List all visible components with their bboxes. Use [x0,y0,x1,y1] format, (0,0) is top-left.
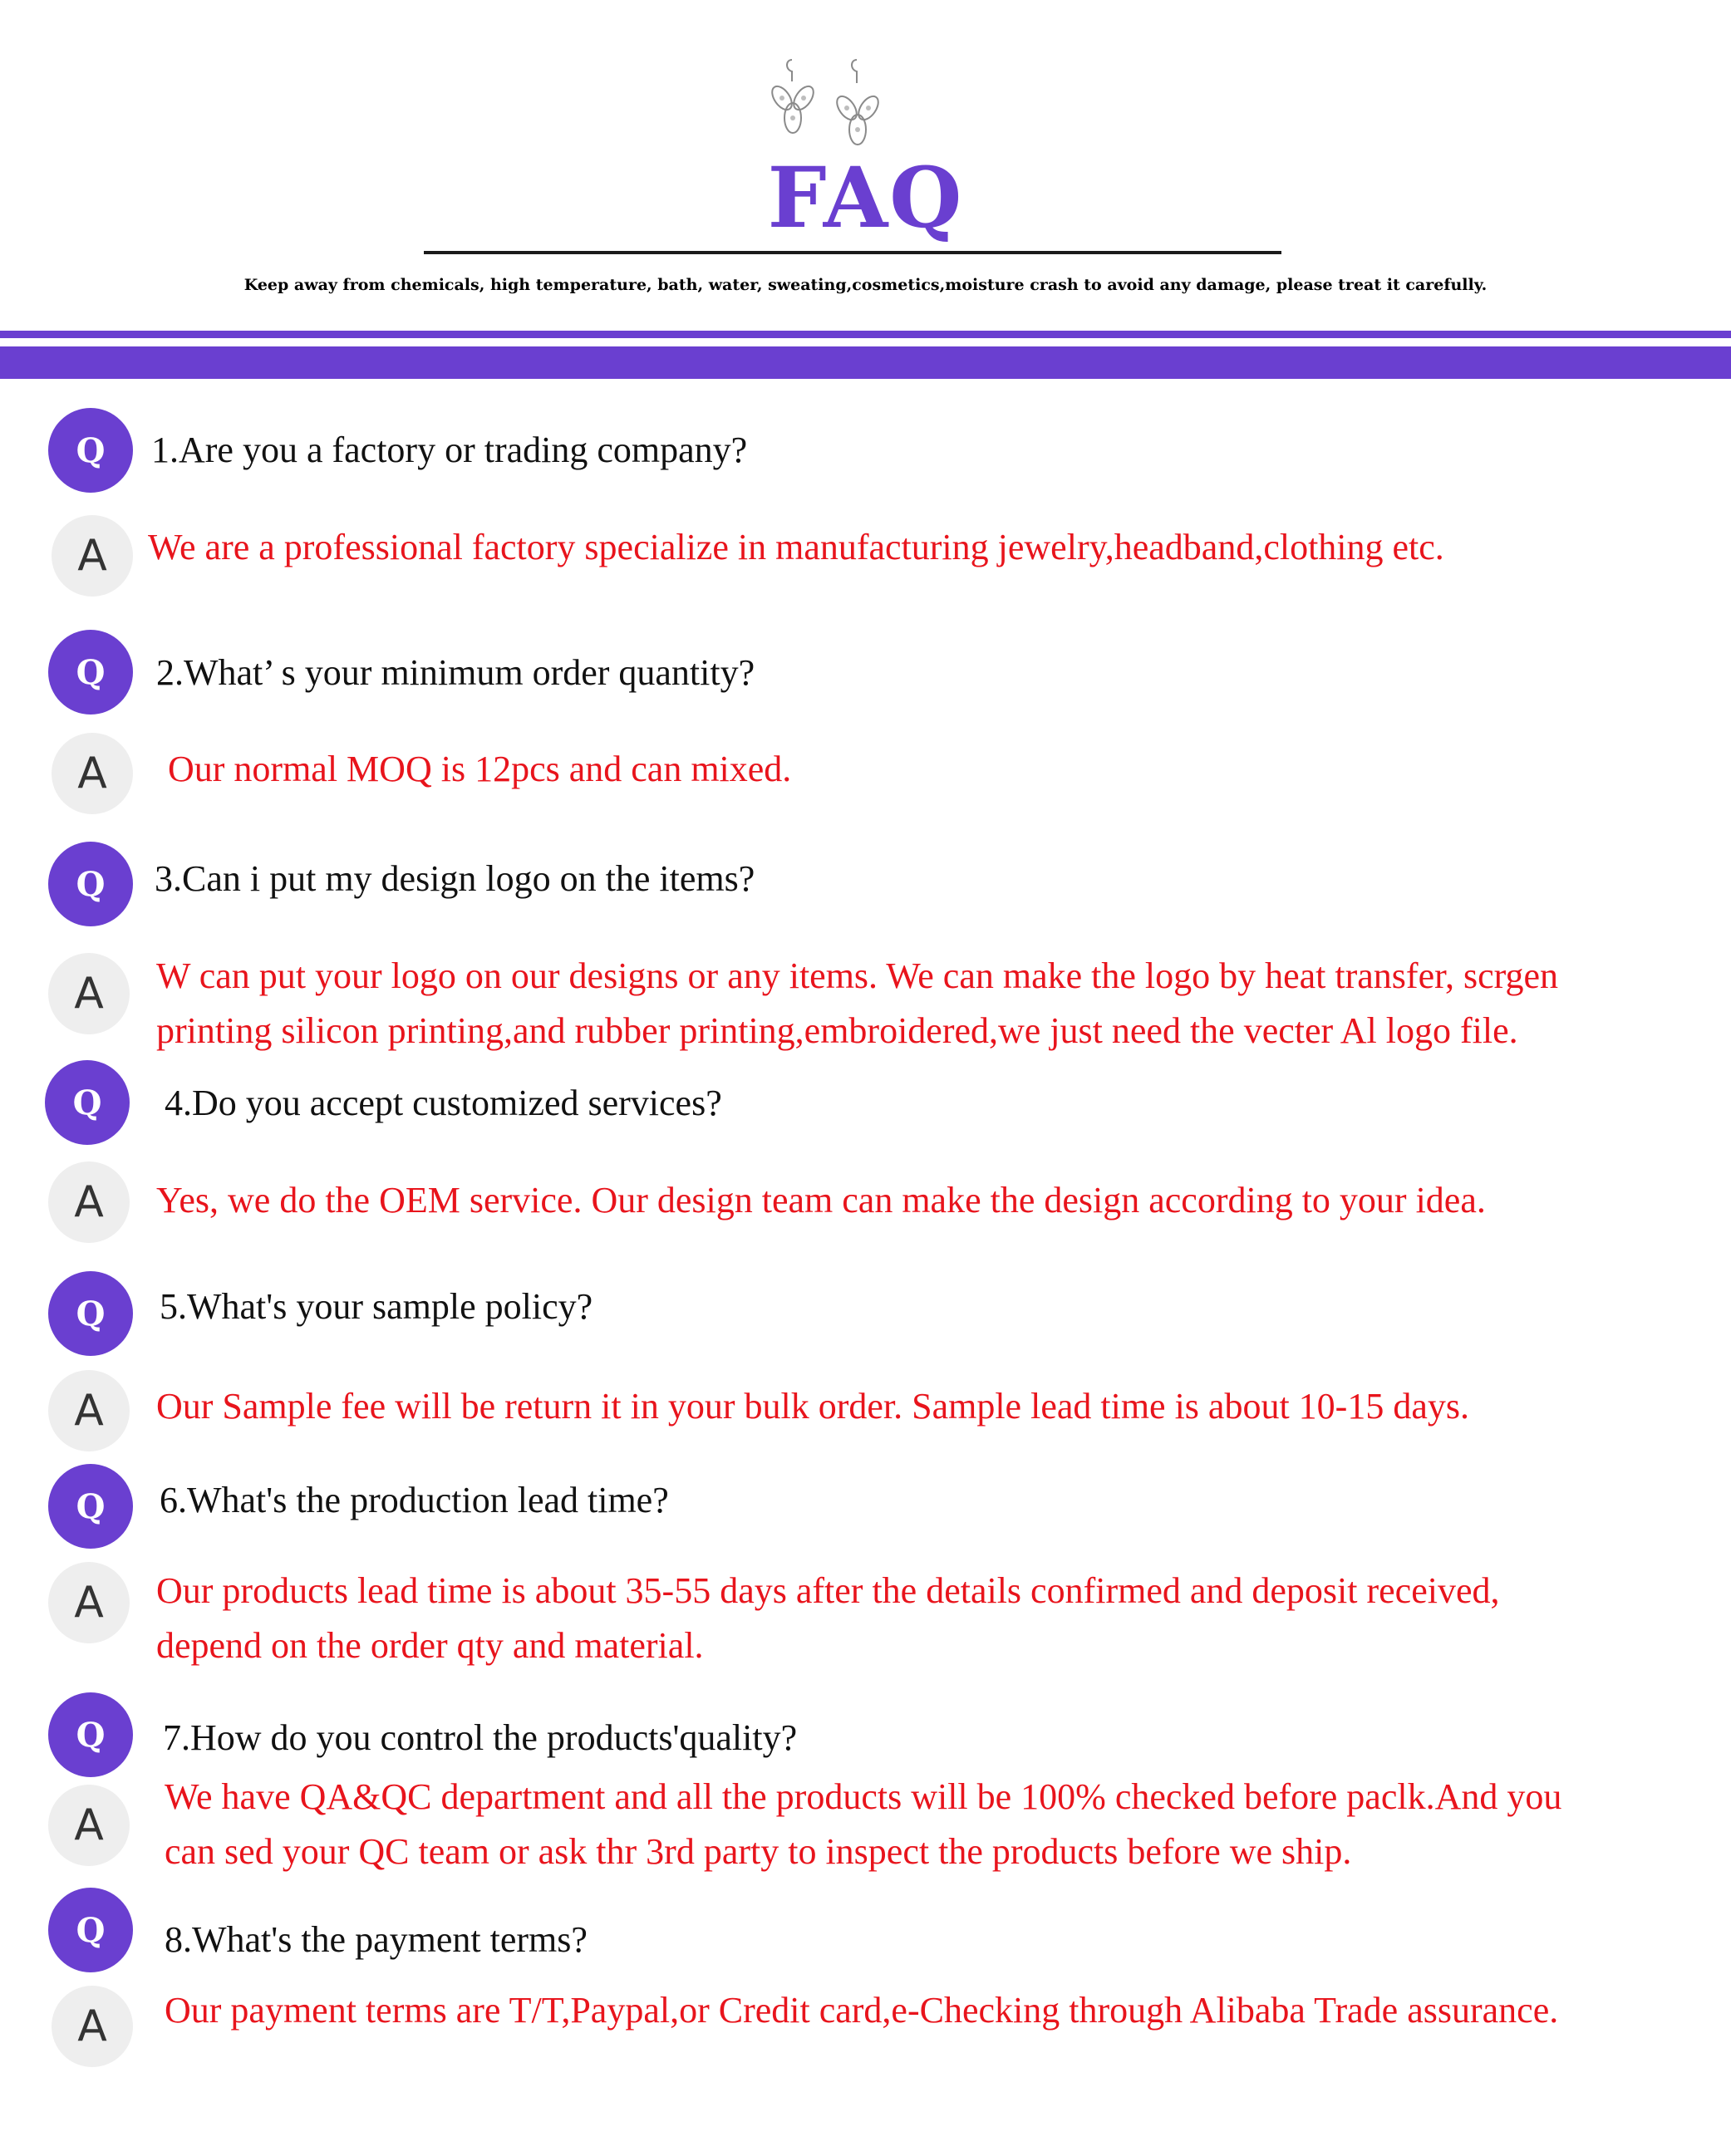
question-badge: Q [48,842,133,926]
earrings-icon [769,56,885,152]
header-band-thin [0,331,1731,338]
answer-6 [156,1564,1731,1673]
question-badge: Q [48,1271,133,1356]
question-badge: Q [48,1464,133,1549]
question-7: 7.How do you control the products'quality? [163,1717,798,1758]
answer-8 [165,1983,1731,2038]
question-3: 3.Can i put my design logo on the items? [155,858,755,899]
answer-line: Our Sample fee will be return it in your bulk order. Sample lead time is about 10-15 days. [156,1386,1469,1427]
answer-line: can sed your QC team or ask thr 3rd party to inspect the products before we ship. [165,1831,1352,1872]
question-badge: Q [48,1888,133,1972]
question-badge: Q [48,408,133,493]
answer-line: depend on the order qty and material. [156,1625,704,1666]
page-title: FAQ [767,149,964,247]
answer-4 [156,1173,1731,1228]
question-1: 1.Are you a factory or trading company? [151,430,748,470]
answer-line: Our payment terms are T/T,Paypal,or Credit card,e-Checking through Alibaba Trade assurance. [165,1990,1559,2031]
answer-badge: A [52,733,133,814]
answer-line: printing silicon printing,and rubber printing,embroidered,we just need the vecter Al logo file. [156,1010,1518,1051]
answer-badge: A [48,1562,130,1643]
answer-badge: A [48,1161,130,1243]
answer-1 [148,520,1727,575]
answer-badge: A [48,953,130,1034]
answer-2 [168,742,1731,797]
answer-badge: A [52,1986,133,2067]
question-badge: Q [48,630,133,715]
answer-line: We have QA&QC department and all the products will be 100% checked before paclk.And you [165,1776,1562,1817]
question-badge: Q [48,1692,133,1777]
question-5: 5.What's your sample policy? [160,1286,593,1327]
answer-7 [165,1770,1731,1879]
answer-badge: A [52,515,133,597]
answer-line: Our products lead time is about 35-55 days after the details confirmed and deposit received, [156,1570,1500,1611]
answer-3 [156,949,1731,1058]
question-2: 2.What’ s your minimum order quantity? [156,652,755,693]
question-4: 4.Do you accept customized services? [165,1083,722,1123]
answer-line: Our normal MOQ is 12pcs and can mixed. [168,749,792,789]
care-note: Keep away from chemicals, high temperature, bath, water, sweating,cosmetics,moisture crash to avoid any damage, please treat it carefully. [243,276,1488,294]
question-8: 8.What's the payment terms? [165,1919,588,1960]
answer-badge: A [48,1370,130,1451]
question-6: 6.What's the production lead time? [160,1480,669,1520]
answer-5 [156,1379,1731,1434]
title-divider [424,251,1281,254]
answer-line: We are a professional factory specialize in manufacturing jewelry,headband,clothing etc. [148,527,1444,567]
answer-line: W can put your logo on our designs or any items. We can make the logo by heat transfer, scrgen [156,955,1559,996]
answer-line: Yes, we do the OEM service. Our design team can make the design according to your idea. [156,1180,1486,1220]
answer-badge: A [48,1785,130,1866]
header-band-thick [0,346,1731,379]
question-badge: Q [45,1060,130,1145]
